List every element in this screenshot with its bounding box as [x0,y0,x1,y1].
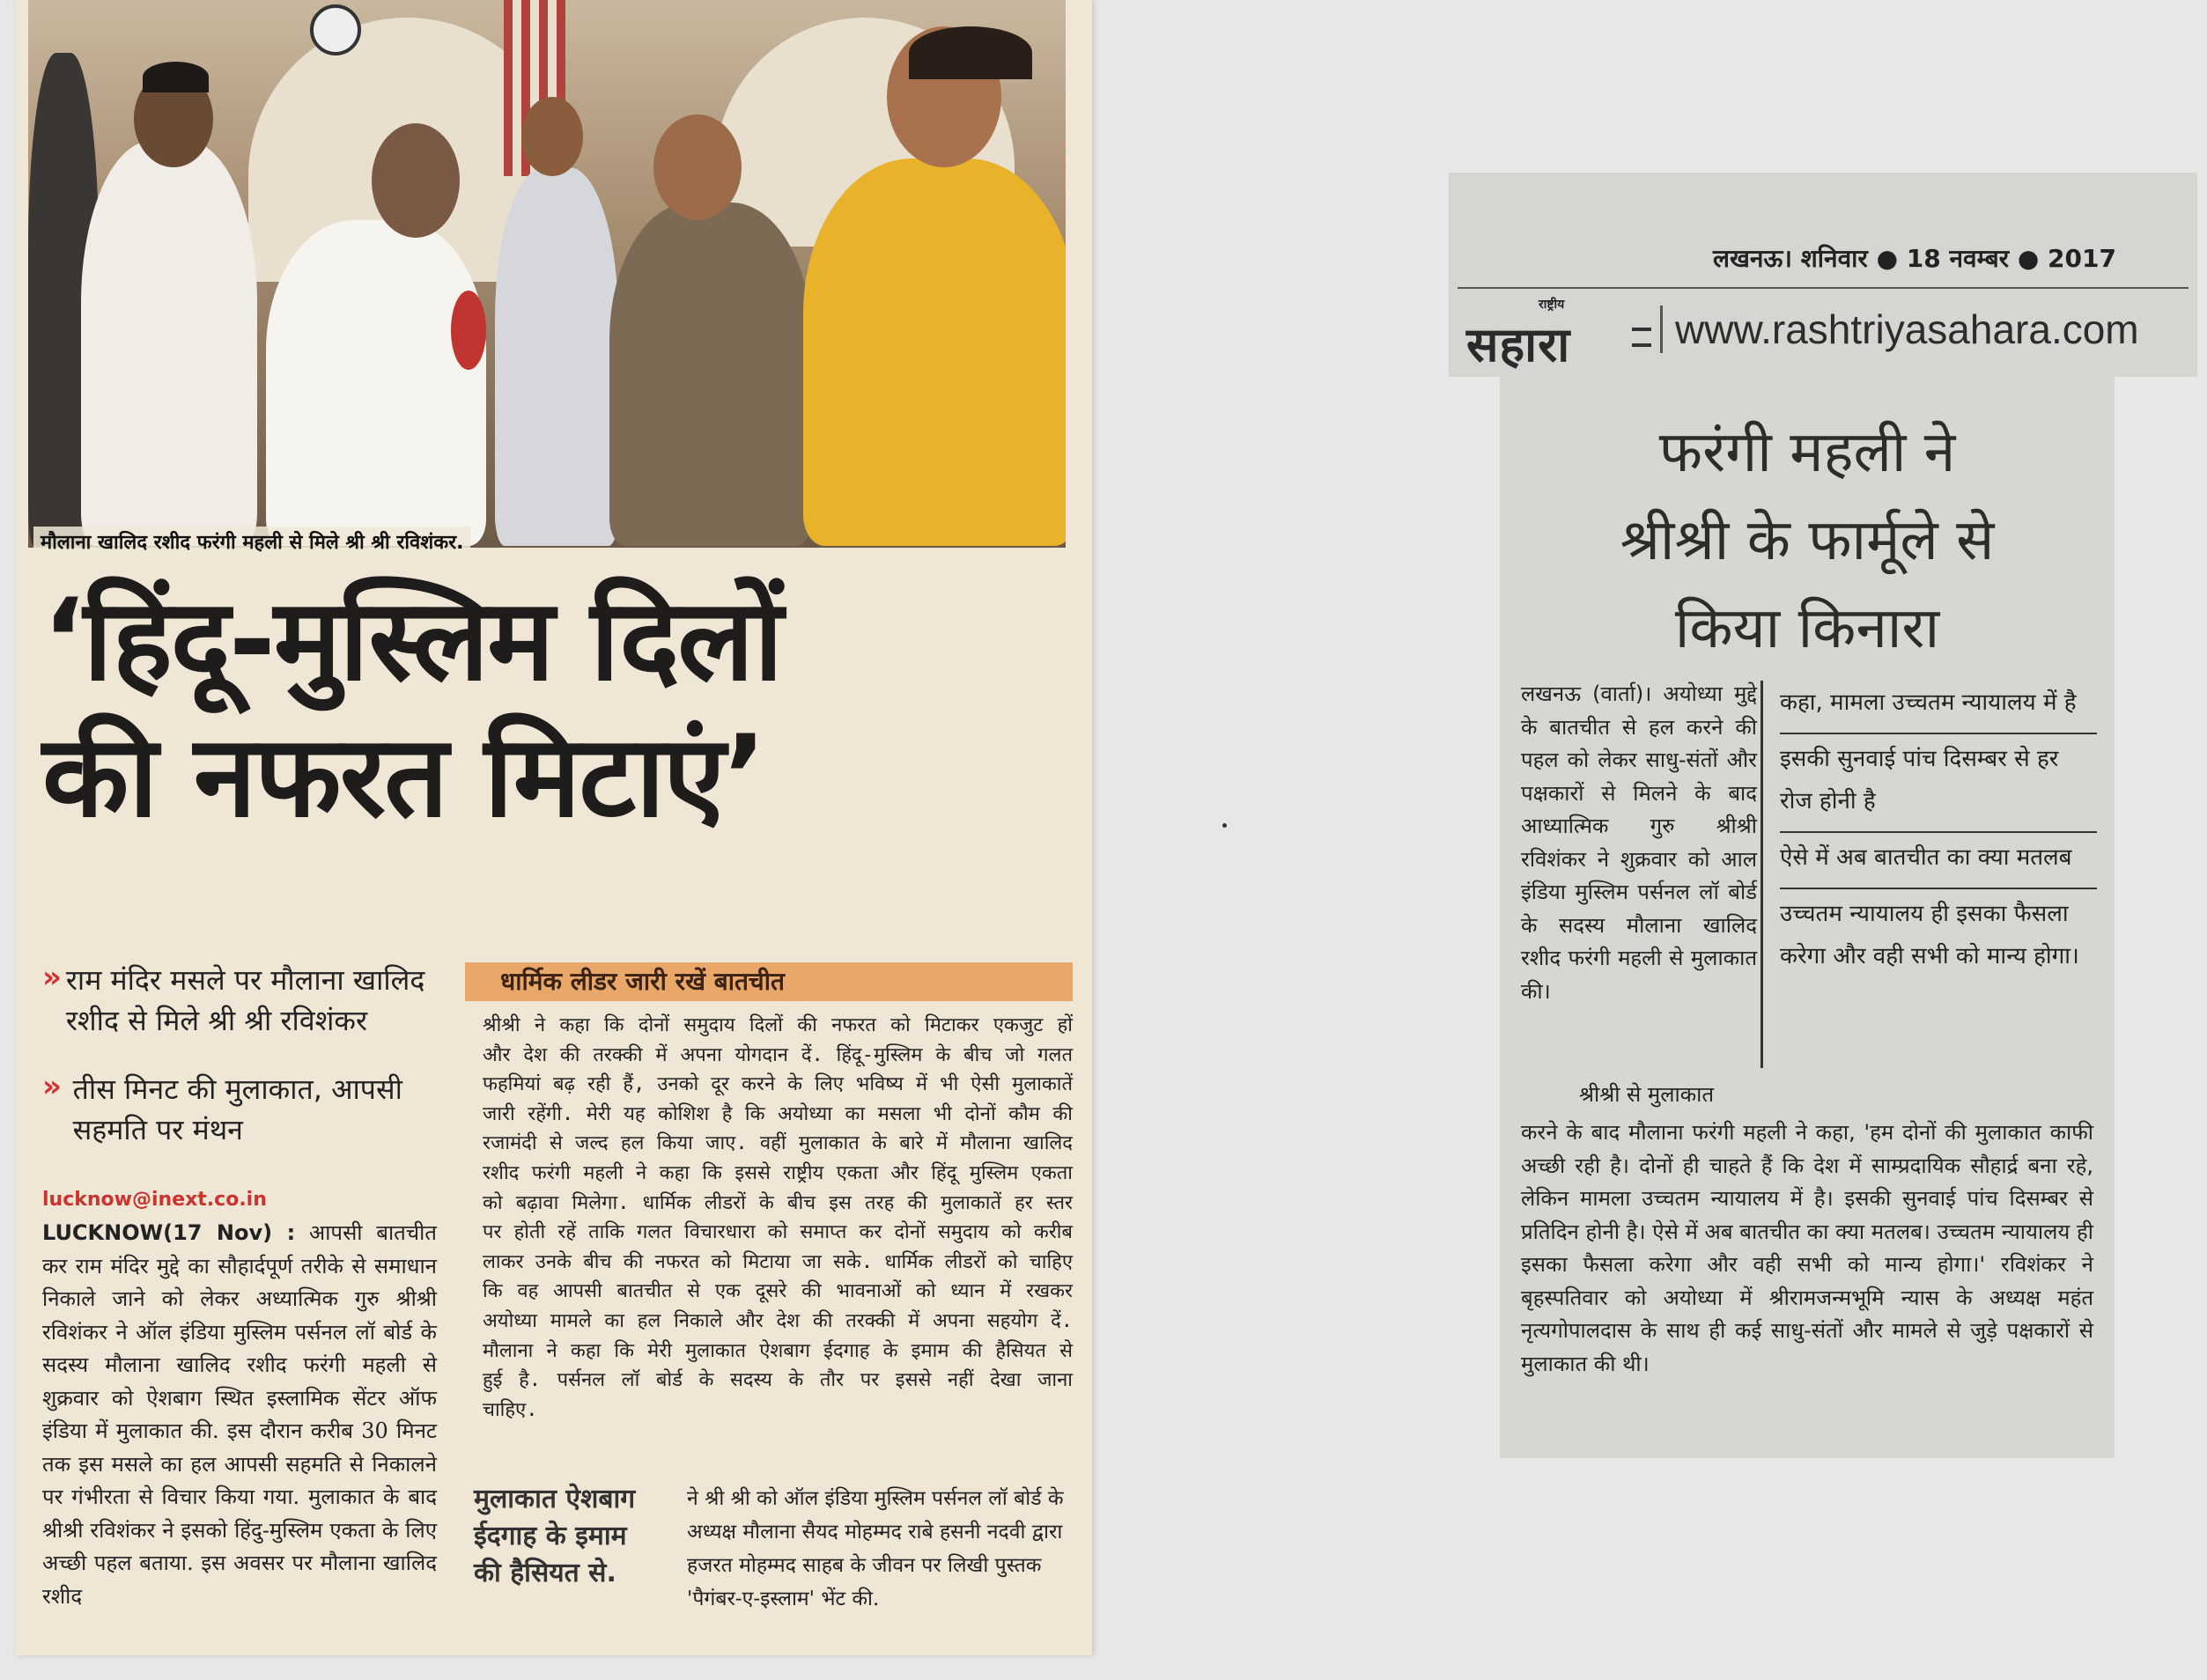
bullet-text: राम मंदिर मसले पर मौलाना खालिद रशीद से मिले श्री श्री रविशंकर [65,963,425,1037]
logo-bars-icon [1632,328,1651,347]
column-divider [1760,681,1763,1068]
right-subhead: श्रीश्री से मुलाकात [1579,1082,1715,1107]
masthead-dateline: लखनऊ। शनिवार ● 18 नवम्बर ● 2017 [1712,244,2116,273]
speck [1222,823,1227,828]
pull-quote: मुलाकात ऐशबाग ईदगाह के इमाम की हैसियत से. [474,1484,636,1588]
highlight-item: ऐसे में अब बातचीत का क्या मतलब [1780,833,2097,889]
bullet-text: तीस मिनट की मुलाकात, आपसी सहमति पर मंथन [72,1072,402,1146]
highlight-item: इसकी सुनवाई पांच दिसम्बर से हर रोज होनी है [1780,734,2097,833]
highlights-column [1780,678,2097,986]
main-headline [42,572,1081,845]
right-headline-line: किया किनारा [1674,596,1940,661]
left-clipping [16,0,1092,1655]
headline-line-2: की नफरत मिटाएं’ [42,711,765,843]
bullet-list [42,960,456,1178]
news-photo [28,0,1066,548]
right-article-clip [1500,377,2115,1458]
article-body [42,1217,437,1613]
article-text: आपसी बातचीत कर राम मंदिर मुद्दे का सौहार्दपूर्ण तरीके से समाधान निकाले जाने को लेकर अध्यात्मिक गुरु श्रीश्री रविशंकर ने ऑल इंडिया मुस्लिम पर्सनल लॉ बोर्ड के सदस्य मौलाना खालिद रशीद फरंगी महली से शुक्रवार को ऐशबाग स्थित इस्लामिक सेंटर ऑफ इंडिया में मुलाकात की. इस दौरान करीब 30 मिनट तक इस मसले का हल आपसी सहमति से निकालने पर गंभीरता से विचार किया गया. मुलाकात के बाद श्रीश्री रविशंकर ने इसको हिंदु-मुस्लिम एकता के लिए अच्छी पहल बताया. इस अवसर पर मौलाना खालिद रशीद [42,1220,437,1609]
headline-line-1: ‘हिंदू-मुस्लिम दिलों [42,575,782,706]
box-body: श्रीश्री ने कहा कि दोनों समुदाय दिलों की नफरत को मिटाकर एकजुट हों और देश की तरक्की में अपना योगदान दें. हिंदू-मुस्लिम के बीच जो गलत फहमियां बढ़ रही हैं, उनको दूर करने के लिए भविष्य में भी ऐसी मुलाकातें जारी रहेंगी. मेरी यह कोशिश है कि अयोध्या का मसला भी दोनों कौम की रजामंदी से जल्द हल किया जाए. वहीं मुलाकात के बारे में मौलाना खालिद रशीद फरंगी महली ने कहा कि इससे राष्ट्रीय एकता और हिंदू मुस्लिम एकता को बढ़ावा मिलेगा. धार्मिक लीडरों के बीच इस तरह की मुलाकातें हर स्तर पर होती रहें ताकि गलत विचारधारा को समाप्त कर दोनों समुदाय को करीब लाकर उनके बीच की नफरत को मिटाया जा सके. धार्मिक लीडरों को चाहिए कि वह आपसी बातचीत से एक दूसरे की भावनाओं को ध्यान में रखकर अयोध्या मामले का हल निकाले और देश की तरक्की में अपना सहयोग दें. मौलाना ने कहा कि मेरी मुलाकात ऐशबाग ईदगाह के इमाम की हैसियत से हुई है. पर्सनल लॉ बोर्ड के सदस्य के तौर पर इससे नहीं देखा जाना चाहिए. [483,1014,1073,1421]
right-headline [1500,409,2115,673]
logo-small-text: राष्ट्रीय [1539,298,1565,312]
bullet-item [42,1069,456,1150]
newspaper-logo [1458,292,1651,372]
box-heading: धार्मिक लीडर जारी रखें बातचीत [465,962,1073,1001]
right-headline-line: फरंगी महली ने [1658,420,1956,485]
right-headline-line: श्रीश्री के फार्मूले से [1620,508,1995,573]
highlight-item: उच्चतम न्यायालय ही इसका फैसला करेगा और वही सभी को मान्य होगा। [1780,901,2079,969]
double-chevron-icon: » [42,1069,62,1104]
bottom-paragraph: ने श्री श्री को ऑल इंडिया मुस्लिम पर्सनल लॉ बोर्ड के अध्यक्ष मौलाना सैयद मोहम्मद राबे हसनी नदवी द्वारा हजरत मोहम्मद साहब के जीवन पर लिखी पुस्तक 'पैगंबर-ए-इस्लाम' भेंट की. [687,1487,1064,1610]
masthead [1458,287,2189,370]
right-column-text: लखनऊ (वार्ता)। अयोध्या मुद्दे के बातचीत से हल करने की पहल को लेकर साधु-संतों और पक्षकारों से मिलने के बाद आध्यात्मिक गुरु श्रीश्री रविशंकर ने शुक्रवार को आल इंडिया मुस्लिम पर्सनल लॉ बोर्ड के सदस्य मौलाना खालिद रशीद फरंगी महली से मुलाकात की। [1521,682,1757,1004]
article-dateline: LUCKNOW(17 Nov) : [42,1220,296,1245]
highlight-item: कहा, मामला उच्चतम न्यायालय में है [1780,678,2097,734]
right-masthead-clip [1449,173,2197,377]
reporter-email: lucknow@inext.co.in [42,1189,267,1211]
double-chevron-icon: » [42,960,62,995]
logo-text: सहारा [1466,317,1571,372]
photo-caption: मौलाना खालिद रशीद फरंगी महली से मिले श्री श्री रविशंकर. [33,527,470,556]
bullet-item [42,960,456,1041]
right-paragraph: करने के बाद मौलाना फरंगी महली ने कहा, 'हम दोनों की मुलाकात काफी अच्छी रही है। दोनों ही चाहते हैं कि देश में साम्प्रदायिक सौहार्द्र बना रहे, लेकिन मामला उच्चतम न्यायालय में है। इसकी सुनवाई पांच दिसम्बर से प्रतिदिन होनी है। ऐसे में अब बातचीत का क्या मतलब। उच्चतम न्यायालय ही इसका फैसला करेगा और वही सभी को मान्य होगा।' रविशंकर ने बृहस्पतिवार को अयोध्या में श्रीरामजन्मभूमि न्यास के अध्यक्ष महंत नृत्यगोपालदास के साथ ही कई साधु-संतों और मामले से जुड़े पक्षकारों से मुलाकात की थी। [1521,1120,2093,1376]
site-url: www.rashtriyasahara.com [1660,306,2139,353]
